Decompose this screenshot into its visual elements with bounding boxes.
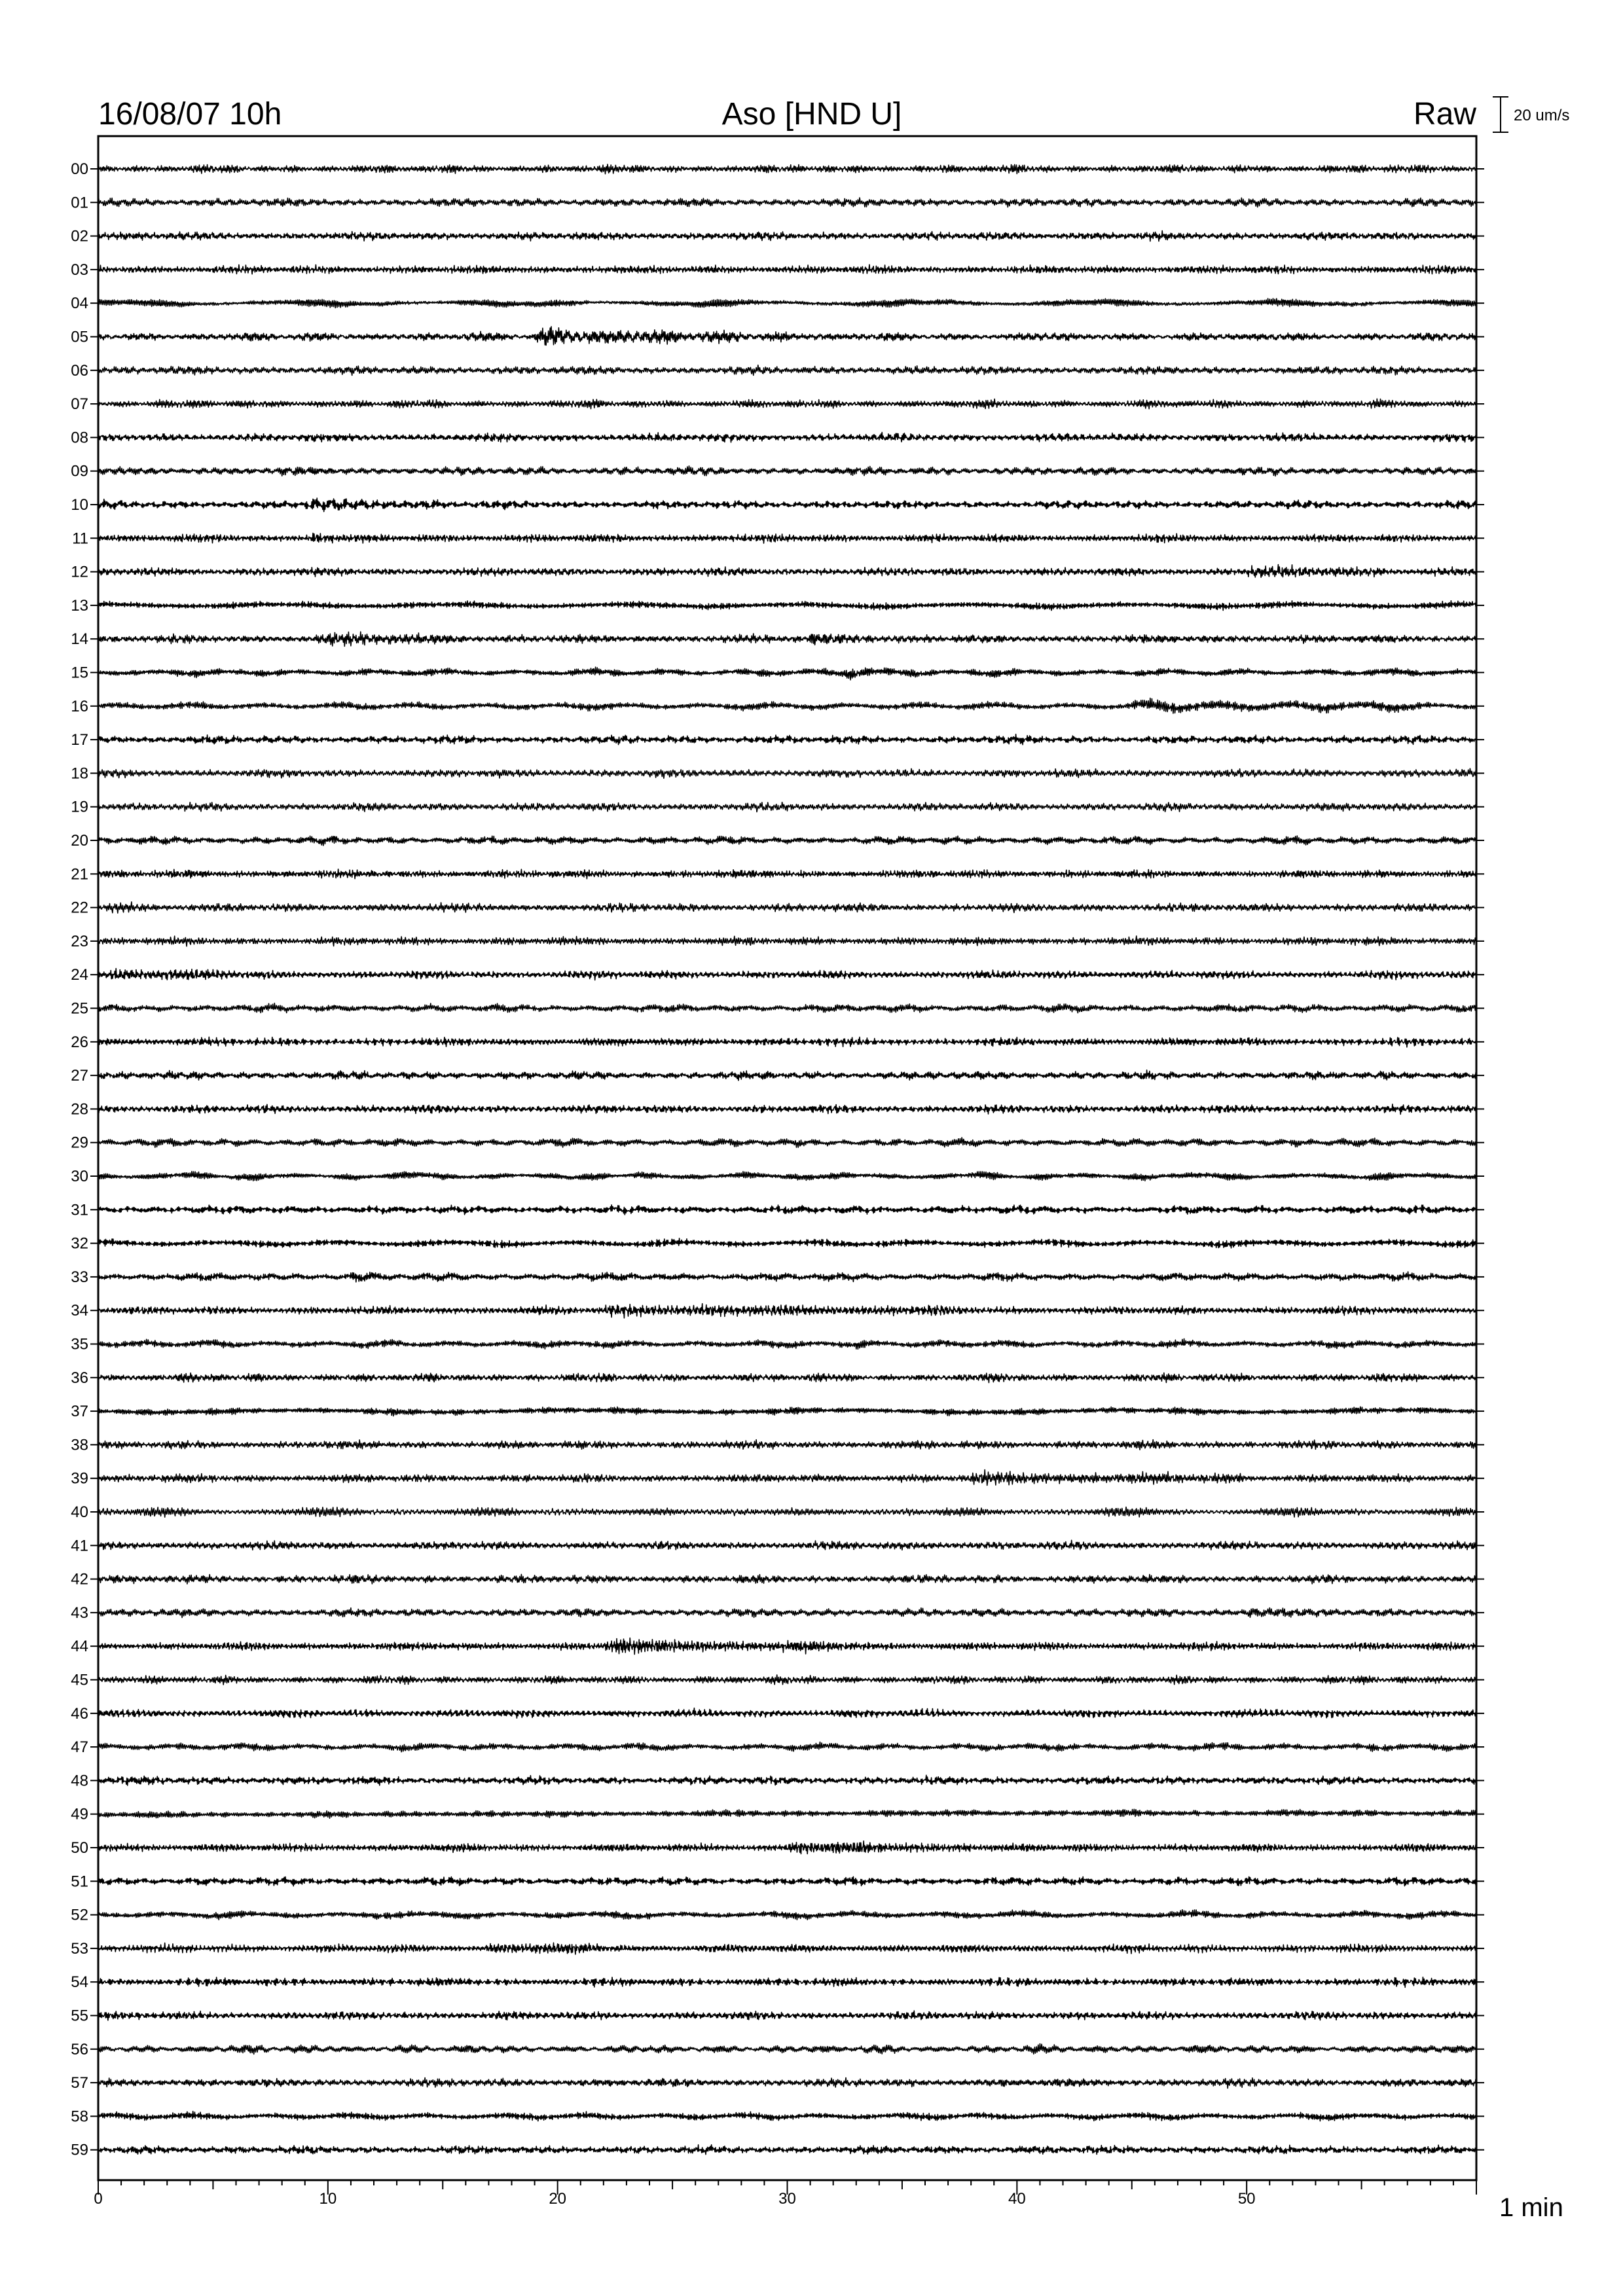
row-label-36: 36 <box>71 1369 88 1387</box>
row-label-24: 24 <box>71 966 88 984</box>
row-label-51: 51 <box>71 1873 88 1891</box>
row-label-26: 26 <box>71 1033 88 1051</box>
trace-row-24 <box>98 969 1476 980</box>
x-tick-label-40: 40 <box>1008 2190 1026 2208</box>
trace-row-33 <box>98 1272 1476 1282</box>
row-label-05: 05 <box>71 328 88 346</box>
row-label-29: 29 <box>71 1134 88 1152</box>
trace-row-37 <box>98 1407 1476 1416</box>
row-label-58: 58 <box>71 2108 88 2126</box>
row-label-56: 56 <box>71 2040 88 2058</box>
trace-row-38 <box>98 1440 1476 1450</box>
row-label-42: 42 <box>71 1570 88 1588</box>
trace-row-06 <box>98 365 1476 376</box>
trace-row-30 <box>98 1172 1476 1181</box>
trace-row-52 <box>98 1910 1476 1920</box>
row-layer <box>71 160 1484 2159</box>
row-label-30: 30 <box>71 1168 88 1185</box>
trace-row-08 <box>98 433 1476 442</box>
row-label-45: 45 <box>71 1671 88 1689</box>
trace-row-15 <box>98 667 1476 680</box>
row-label-27: 27 <box>71 1067 88 1085</box>
row-label-37: 37 <box>71 1403 88 1421</box>
trace-row-23 <box>98 936 1476 946</box>
row-label-21: 21 <box>71 865 88 884</box>
trace-row-29 <box>98 1138 1476 1147</box>
trace-row-56 <box>98 2044 1476 2054</box>
row-label-09: 09 <box>71 462 88 480</box>
row-label-13: 13 <box>71 596 88 615</box>
trace-row-39 <box>98 1470 1476 1486</box>
x-axis <box>94 2180 1476 2208</box>
row-label-14: 14 <box>71 630 88 649</box>
trace-row-28 <box>98 1104 1476 1114</box>
row-label-44: 44 <box>71 1638 88 1656</box>
row-label-40: 40 <box>71 1503 88 1521</box>
trace-layer <box>98 164 1476 2155</box>
x-axis-label: 1 min <box>1499 2193 1563 2222</box>
trace-row-02 <box>98 231 1476 242</box>
trace-row-09 <box>98 466 1476 476</box>
row-label-17: 17 <box>71 731 88 749</box>
trace-row-50 <box>98 1841 1476 1854</box>
row-label-06: 06 <box>71 361 88 380</box>
trace-row-07 <box>98 399 1476 408</box>
trace-row-21 <box>98 869 1476 879</box>
header-datetime: 16/08/07 10h <box>98 97 282 132</box>
trace-row-10 <box>98 498 1476 512</box>
row-label-20: 20 <box>71 832 88 850</box>
row-label-39: 39 <box>71 1469 88 1488</box>
trace-row-47 <box>98 1742 1476 1752</box>
row-label-47: 47 <box>71 1738 88 1757</box>
row-label-02: 02 <box>71 227 88 245</box>
row-label-50: 50 <box>71 1839 88 1857</box>
row-label-48: 48 <box>71 1772 88 1790</box>
trace-row-51 <box>98 1876 1476 1886</box>
row-label-11: 11 <box>72 529 88 548</box>
trace-row-57 <box>98 2078 1476 2089</box>
plot-frame <box>98 136 1476 2180</box>
trace-row-46 <box>98 1708 1476 1718</box>
row-label-10: 10 <box>71 496 88 514</box>
trace-row-53 <box>98 1943 1476 1954</box>
trace-row-11 <box>98 533 1476 544</box>
trace-row-55 <box>98 2011 1476 2020</box>
trace-row-35 <box>98 1338 1476 1349</box>
scale-label: 20 um/s <box>1514 107 1570 124</box>
trace-row-25 <box>98 1003 1476 1013</box>
row-label-32: 32 <box>71 1234 88 1253</box>
row-label-23: 23 <box>71 932 88 950</box>
row-label-28: 28 <box>71 1100 88 1119</box>
trace-row-18 <box>98 768 1476 778</box>
trace-row-40 <box>98 1507 1476 1518</box>
trace-row-04 <box>98 298 1476 308</box>
row-label-00: 00 <box>71 160 88 178</box>
row-label-38: 38 <box>71 1436 88 1454</box>
row-label-55: 55 <box>71 2007 88 2025</box>
row-label-52: 52 <box>71 1906 88 1924</box>
row-label-19: 19 <box>71 798 88 816</box>
trace-row-05 <box>98 327 1476 346</box>
row-label-18: 18 <box>71 764 88 783</box>
row-label-53: 53 <box>71 1939 88 1958</box>
trace-row-03 <box>98 264 1476 274</box>
trace-row-34 <box>98 1304 1476 1318</box>
amplitude-scale-bar <box>1493 97 1569 132</box>
trace-row-27 <box>98 1070 1476 1081</box>
trace-row-42 <box>98 1574 1476 1584</box>
x-tick-label-0: 0 <box>94 2190 103 2208</box>
trace-row-22 <box>98 902 1476 913</box>
trace-row-48 <box>98 1775 1476 1785</box>
row-label-57: 57 <box>71 2074 88 2092</box>
trace-row-44 <box>98 1638 1476 1655</box>
row-label-31: 31 <box>71 1201 88 1219</box>
trace-row-58 <box>98 2111 1476 2121</box>
header-mode: Raw <box>1413 97 1476 132</box>
trace-row-31 <box>98 1205 1476 1215</box>
trace-row-54 <box>98 1977 1476 1988</box>
trace-row-41 <box>98 1540 1476 1550</box>
row-label-22: 22 <box>71 899 88 917</box>
row-label-08: 08 <box>71 429 88 447</box>
row-label-41: 41 <box>71 1537 88 1555</box>
x-tick-label-50: 50 <box>1237 2190 1256 2208</box>
trace-row-17 <box>98 734 1476 745</box>
trace-row-20 <box>98 836 1476 846</box>
trace-row-43 <box>98 1608 1476 1618</box>
row-label-16: 16 <box>71 697 88 715</box>
trace-row-49 <box>98 1809 1476 1818</box>
trace-row-00 <box>98 164 1476 174</box>
row-label-46: 46 <box>71 1704 88 1723</box>
row-label-25: 25 <box>71 999 88 1018</box>
trace-row-14 <box>98 632 1476 646</box>
trace-row-19 <box>98 802 1476 812</box>
x-tick-label-10: 10 <box>319 2190 337 2208</box>
row-label-34: 34 <box>71 1302 88 1320</box>
header-station-title: Aso [HND U] <box>721 97 902 132</box>
trace-row-13 <box>98 601 1476 611</box>
trace-row-32 <box>98 1238 1476 1248</box>
row-label-03: 03 <box>71 260 88 279</box>
trace-row-59 <box>98 2145 1476 2155</box>
row-label-04: 04 <box>71 295 88 313</box>
row-label-43: 43 <box>71 1604 88 1622</box>
x-tick-label-20: 20 <box>549 2190 567 2208</box>
trace-row-12 <box>98 565 1476 578</box>
row-label-49: 49 <box>71 1805 88 1823</box>
row-label-54: 54 <box>71 1973 88 1992</box>
row-label-01: 01 <box>71 194 88 212</box>
row-label-35: 35 <box>71 1335 88 1354</box>
row-label-07: 07 <box>71 395 88 414</box>
trace-row-26 <box>98 1037 1476 1047</box>
trace-row-45 <box>98 1675 1476 1685</box>
row-label-15: 15 <box>71 664 88 682</box>
trace-row-36 <box>98 1373 1476 1383</box>
row-label-33: 33 <box>71 1268 88 1286</box>
x-tick-label-30: 30 <box>778 2190 796 2208</box>
trace-row-16 <box>98 698 1476 713</box>
trace-row-01 <box>98 198 1476 207</box>
row-label-59: 59 <box>71 2141 88 2159</box>
row-label-12: 12 <box>71 563 88 581</box>
